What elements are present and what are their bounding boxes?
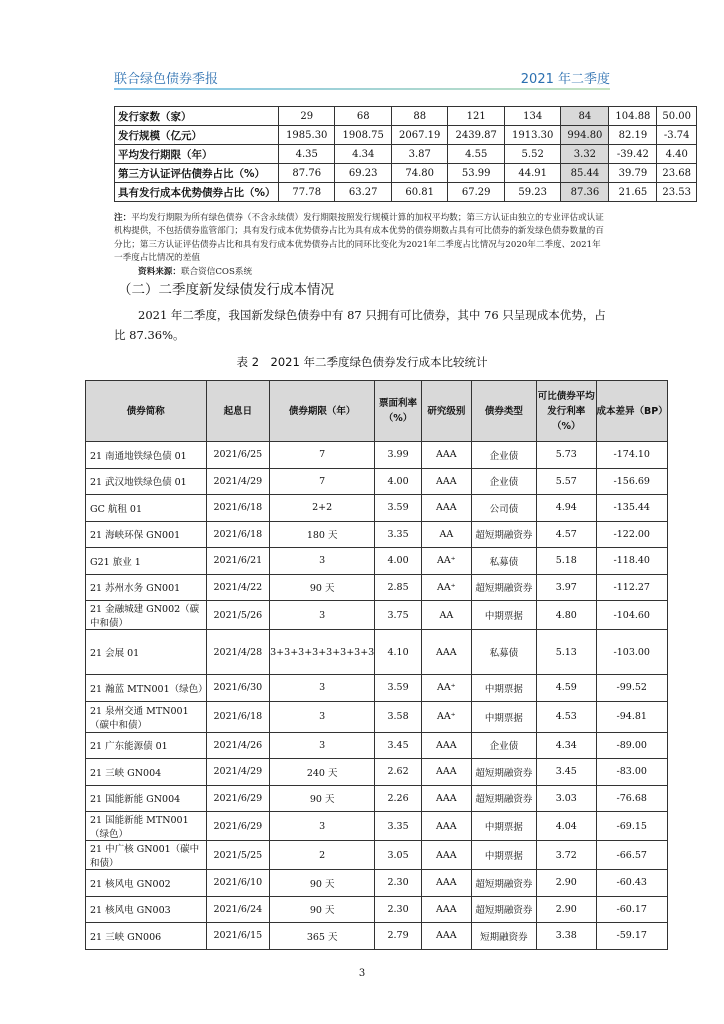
table-cell: AAA xyxy=(421,870,471,897)
table-cell: 超短期融资券 xyxy=(471,896,536,923)
table-cell: AAA xyxy=(421,442,471,469)
report-title: 联合绿色债券季报 xyxy=(114,72,219,87)
table-cell: -103.00 xyxy=(596,630,668,675)
table-cell: 23.68 xyxy=(657,164,697,183)
table-cell: 240 天 xyxy=(270,759,375,786)
table-cell: -174.10 xyxy=(596,442,668,469)
table-cell: 2.30 xyxy=(375,896,422,923)
column-header: 票面利率（%） xyxy=(375,381,422,442)
table-cell: -94.81 xyxy=(596,701,668,732)
body-paragraph: 2021 年二季度，我国新发绿色债券中有 87 只拥有可比债券，其中 76 只呈现成本优势，占比 87.36%。 xyxy=(114,308,606,342)
table-row xyxy=(86,701,668,732)
table-cell: AAA xyxy=(421,785,471,812)
table-cell: 3.59 xyxy=(375,675,422,702)
table-cell: 4.40 xyxy=(657,145,697,164)
table-cell: AAA xyxy=(421,630,471,675)
summary-row xyxy=(115,164,697,183)
table-cell: 2021/6/30 xyxy=(206,675,270,702)
table-cell: 3 xyxy=(270,675,375,702)
table-row xyxy=(86,812,668,841)
table-cell: AA xyxy=(421,521,471,548)
table-cell: 中期票据 xyxy=(471,701,536,732)
table-row xyxy=(86,923,668,950)
table-cell: 2.79 xyxy=(375,923,422,950)
table-cell: 2021/4/29 xyxy=(206,759,270,786)
table-cell: 21 核风电 GN003 xyxy=(86,896,207,923)
row-label: 平均发行期限（年） xyxy=(115,145,279,164)
table-cell: AAA xyxy=(421,495,471,522)
table-cell: 3 xyxy=(270,812,375,841)
table-cell: 21 南通地铁绿色债 01 xyxy=(86,442,207,469)
table-cell: 4.34 xyxy=(537,732,596,759)
table-cell: 超短期融资券 xyxy=(471,521,536,548)
table-cell: -89.00 xyxy=(596,732,668,759)
table-cell: -122.00 xyxy=(596,521,668,548)
column-header: 债券类型 xyxy=(471,381,536,442)
table-cell: 3.97 xyxy=(537,574,596,601)
table-cell: 21 泉州交通 MTN001（碳中和债） xyxy=(86,701,207,732)
table-cell: -39.42 xyxy=(609,145,657,164)
table-cell: 4.34 xyxy=(335,145,391,164)
table-cell: 超短期融资券 xyxy=(471,574,536,601)
table-cell: 2021/5/25 xyxy=(206,841,270,870)
table-cell: 3.35 xyxy=(375,812,422,841)
row-label: 第三方认证评估债券占比（%） xyxy=(115,164,279,183)
table-cell: 21 苏州水务 GN001 xyxy=(86,574,207,601)
table-cell: 29 xyxy=(279,107,335,126)
table-cell: 53.99 xyxy=(448,164,504,183)
table-cell: 21 广东能源债 01 xyxy=(86,732,207,759)
table-cell: 5.52 xyxy=(504,145,560,164)
table-cell: 4.55 xyxy=(448,145,504,164)
table-cell: 5.73 xyxy=(537,442,596,469)
table-cell: -83.00 xyxy=(596,759,668,786)
summary-row xyxy=(115,107,697,126)
column-header: 起息日 xyxy=(206,381,270,442)
table-cell: 超短期融资券 xyxy=(471,870,536,897)
section-title: （二）二季度新发绿债发行成本情况 xyxy=(118,282,334,298)
table-row xyxy=(86,601,668,630)
summary-row xyxy=(115,126,697,145)
table-row xyxy=(86,785,668,812)
table-cell: AAA xyxy=(421,468,471,495)
table-cell: 4.94 xyxy=(537,495,596,522)
table-cell: 90 天 xyxy=(270,896,375,923)
table-cell: 1908.75 xyxy=(335,126,391,145)
table-cell: 21 国能新能 GN004 xyxy=(86,785,207,812)
table-row xyxy=(86,521,668,548)
table-cell: 2021/6/29 xyxy=(206,785,270,812)
table-cell: 3.99 xyxy=(375,442,422,469)
table-cell: 4.00 xyxy=(375,548,422,575)
table-cell: 60.81 xyxy=(391,183,447,202)
table-cell: 21 三峡 GN006 xyxy=(86,923,207,950)
table-cell: 4.53 xyxy=(537,701,596,732)
report-period: 2021 年二季度 xyxy=(520,72,610,87)
table-cell: AAA xyxy=(421,732,471,759)
table-cell: -118.40 xyxy=(596,548,668,575)
table-cell: 3.32 xyxy=(561,145,609,164)
table-cell: 77.78 xyxy=(279,183,335,202)
table-cell: 68 xyxy=(335,107,391,126)
column-header: 成本差异（BP） xyxy=(596,381,668,442)
table-cell: 3 xyxy=(270,732,375,759)
row-label: 发行规模（亿元） xyxy=(115,126,279,145)
table-cell: 87.36 xyxy=(561,183,609,202)
column-header: 可比债券平均发行利率（%） xyxy=(537,381,596,442)
data-source xyxy=(138,265,252,277)
table-cell: GC 航租 01 xyxy=(86,495,207,522)
table-cell: -3.74 xyxy=(657,126,697,145)
table-cell: 88 xyxy=(391,107,447,126)
table-cell: 104.88 xyxy=(609,107,657,126)
table-cell: 1985.30 xyxy=(279,126,335,145)
table-cell: AA xyxy=(421,601,471,630)
table-cell: 21 武汉地铁绿色债 01 xyxy=(86,468,207,495)
table-cell: 2021/4/26 xyxy=(206,732,270,759)
column-header: 债券简称 xyxy=(86,381,207,442)
table-cell: 3 xyxy=(270,701,375,732)
table-cell: 5.57 xyxy=(537,468,596,495)
table-row xyxy=(86,548,668,575)
table-cell: 2067.19 xyxy=(391,126,447,145)
table-cell: 2+2 xyxy=(270,495,375,522)
table-cell: AA⁺ xyxy=(421,548,471,575)
table-cell: 4.10 xyxy=(375,630,422,675)
table-cell: 3+3+3+3+3+3+3+3 xyxy=(270,630,375,675)
table-cell: 21 会展 01 xyxy=(86,630,207,675)
table-cell: 21 国能新能 MTN001（绿色） xyxy=(86,812,207,841)
table-cell: AAA xyxy=(421,896,471,923)
table-cell: 3.35 xyxy=(375,521,422,548)
table-cell: 2021/6/25 xyxy=(206,442,270,469)
table-cell: G21 旅业 1 xyxy=(86,548,207,575)
table-row xyxy=(86,896,668,923)
table-cell: 私募债 xyxy=(471,548,536,575)
source-prefix: 资料来源： xyxy=(138,267,181,277)
table-caption: 表 2 2021 年二季度绿色债券发行成本比较统计 xyxy=(236,355,488,369)
table-cell: 中期票据 xyxy=(471,812,536,841)
table-cell: 63.27 xyxy=(335,183,391,202)
table-cell: 21 三峡 GN004 xyxy=(86,759,207,786)
table-cell: 2021/6/24 xyxy=(206,896,270,923)
table-cell: 3.05 xyxy=(375,841,422,870)
table-cell: -76.68 xyxy=(596,785,668,812)
table-cell: 中期票据 xyxy=(471,601,536,630)
table-cell: AAA xyxy=(421,812,471,841)
page-number: 3 xyxy=(358,968,366,979)
table-cell: 2.90 xyxy=(537,870,596,897)
note-prefix: 注： xyxy=(114,213,132,223)
table-cell: 90 天 xyxy=(270,785,375,812)
table-cell: 121 xyxy=(448,107,504,126)
table-cell: 2.26 xyxy=(375,785,422,812)
column-header: 研究级别 xyxy=(421,381,471,442)
table-cell: 21 核风电 GN002 xyxy=(86,870,207,897)
summary-row xyxy=(115,183,697,202)
table-cell: 2.62 xyxy=(375,759,422,786)
table-cell: AAA xyxy=(421,759,471,786)
table-cell: 90 天 xyxy=(270,574,375,601)
table-cell: 39.79 xyxy=(609,164,657,183)
table-cell: -60.43 xyxy=(596,870,668,897)
note-text: 平均发行期限为所有绿色债券（不含永续债）发行期限按照发行规模计算的加权平均数；第三方认证由独立的专业评估或认证机构提供，不包括债券监管部门；具有发行成本优势债券占比为具有成本优势的债券期数占具有可比债券的新发绿色债券数量的百分比；第三方认证评估债券占比和具有发行成本优势债券占比的同环比变化为2021年二季度占比情况与2020年二季度、2021年一季度占比情况的差值 xyxy=(114,213,604,264)
page-header xyxy=(114,66,610,88)
table-cell: 3.38 xyxy=(537,923,596,950)
table-cell: 私募债 xyxy=(471,630,536,675)
table-cell: -66.57 xyxy=(596,841,668,870)
table-cell: 87.76 xyxy=(279,164,335,183)
table-cell: 2021/6/18 xyxy=(206,495,270,522)
table-cell: 4.80 xyxy=(537,601,596,630)
table-cell: AA⁺ xyxy=(421,701,471,732)
table-cell: 2439.87 xyxy=(448,126,504,145)
row-label: 具有发行成本优势债券占比（%） xyxy=(115,183,279,202)
table-cell: 2021/4/29 xyxy=(206,468,270,495)
table-row xyxy=(86,759,668,786)
table-cell: -99.52 xyxy=(596,675,668,702)
table-cell: 4.57 xyxy=(537,521,596,548)
table-cell: 2.30 xyxy=(375,870,422,897)
table-cell: -104.60 xyxy=(596,601,668,630)
table-cell: 3.45 xyxy=(375,732,422,759)
table-cell: 短期融资券 xyxy=(471,923,536,950)
table-cell: AAA xyxy=(421,923,471,950)
table-cell: 7 xyxy=(270,442,375,469)
table-cell: 4.04 xyxy=(537,812,596,841)
cost-comparison-table xyxy=(85,380,668,950)
table-cell: 2021/4/22 xyxy=(206,574,270,601)
table-cell: -156.69 xyxy=(596,468,668,495)
table-row xyxy=(86,870,668,897)
table-row xyxy=(86,574,668,601)
header-divider xyxy=(114,88,610,90)
table-cell: -112.27 xyxy=(596,574,668,601)
table-cell: 企业债 xyxy=(471,442,536,469)
table-cell: 超短期融资券 xyxy=(471,785,536,812)
table-header-row xyxy=(86,381,668,442)
table-cell: 4.00 xyxy=(375,468,422,495)
table-cell: 3.87 xyxy=(391,145,447,164)
table-cell: 180 天 xyxy=(270,521,375,548)
summary-table xyxy=(114,106,697,202)
table-cell: 3.58 xyxy=(375,701,422,732)
table-cell: 23.53 xyxy=(657,183,697,202)
table-row xyxy=(86,468,668,495)
table-cell: 69.23 xyxy=(335,164,391,183)
table-cell: 中期票据 xyxy=(471,675,536,702)
table-cell: 21.65 xyxy=(609,183,657,202)
table-cell: 3.75 xyxy=(375,601,422,630)
table-cell: 4.59 xyxy=(537,675,596,702)
table-cell: 公司债 xyxy=(471,495,536,522)
table-cell: -59.17 xyxy=(596,923,668,950)
table-cell: 企业债 xyxy=(471,732,536,759)
table-cell: -135.44 xyxy=(596,495,668,522)
table-cell: 中期票据 xyxy=(471,841,536,870)
table-cell: 2021/6/10 xyxy=(206,870,270,897)
table-row xyxy=(86,675,668,702)
table-cell: 3 xyxy=(270,548,375,575)
row-label: 发行家数（家） xyxy=(115,107,279,126)
table-cell: 59.23 xyxy=(504,183,560,202)
table-cell: 67.29 xyxy=(448,183,504,202)
table-cell: 44.91 xyxy=(504,164,560,183)
table-cell: 21 中广核 GN001（碳中和债） xyxy=(86,841,207,870)
table-cell: 90 天 xyxy=(270,870,375,897)
table-cell: 企业债 xyxy=(471,468,536,495)
table-cell: 21 金融城建 GN002（碳中和债） xyxy=(86,601,207,630)
table-cell: 82.19 xyxy=(609,126,657,145)
table-cell: 2 xyxy=(270,841,375,870)
table-cell: 2.85 xyxy=(375,574,422,601)
table-cell: 365 天 xyxy=(270,923,375,950)
table-cell: 1913.30 xyxy=(504,126,560,145)
table-cell: 85.44 xyxy=(561,164,609,183)
table-row xyxy=(86,495,668,522)
table-cell: 2021/6/15 xyxy=(206,923,270,950)
table-row xyxy=(86,841,668,870)
table-cell: 21 海峡环保 GN001 xyxy=(86,521,207,548)
table-cell: 134 xyxy=(504,107,560,126)
table-cell: AAA xyxy=(421,841,471,870)
table-cell: 2021/6/18 xyxy=(206,701,270,732)
table-cell: 50.00 xyxy=(657,107,697,126)
table-cell: 3.03 xyxy=(537,785,596,812)
table-cell: 3.45 xyxy=(537,759,596,786)
table-cell: 5.13 xyxy=(537,630,596,675)
table-cell: 3.59 xyxy=(375,495,422,522)
table-row xyxy=(86,630,668,675)
table-cell: 21 瀚蓝 MTN001（绿色） xyxy=(86,675,207,702)
table-cell: 3.72 xyxy=(537,841,596,870)
table-row xyxy=(86,442,668,469)
source-text: 联合资信COS系统 xyxy=(180,267,253,277)
table-cell: 4.35 xyxy=(279,145,335,164)
table-cell: -60.17 xyxy=(596,896,668,923)
table-cell: 2.90 xyxy=(537,896,596,923)
table-cell: 2021/6/29 xyxy=(206,812,270,841)
table-cell: 2021/6/18 xyxy=(206,521,270,548)
table-cell: 3 xyxy=(270,601,375,630)
table-cell: 7 xyxy=(270,468,375,495)
table-cell: 84 xyxy=(561,107,609,126)
table-cell: AA⁺ xyxy=(421,675,471,702)
table-cell: 2021/6/21 xyxy=(206,548,270,575)
table-cell: -69.15 xyxy=(596,812,668,841)
table-cell: 2021/5/26 xyxy=(206,601,270,630)
summary-row xyxy=(115,145,697,164)
table-cell: 5.18 xyxy=(537,548,596,575)
table-note xyxy=(114,212,609,266)
table-cell: AA⁺ xyxy=(421,574,471,601)
column-header: 债券期限（年） xyxy=(270,381,375,442)
table-row xyxy=(86,732,668,759)
table-cell: 74.80 xyxy=(391,164,447,183)
table-cell: 2021/4/28 xyxy=(206,630,270,675)
table-cell: 994.80 xyxy=(561,126,609,145)
table-cell: 超短期融资券 xyxy=(471,759,536,786)
